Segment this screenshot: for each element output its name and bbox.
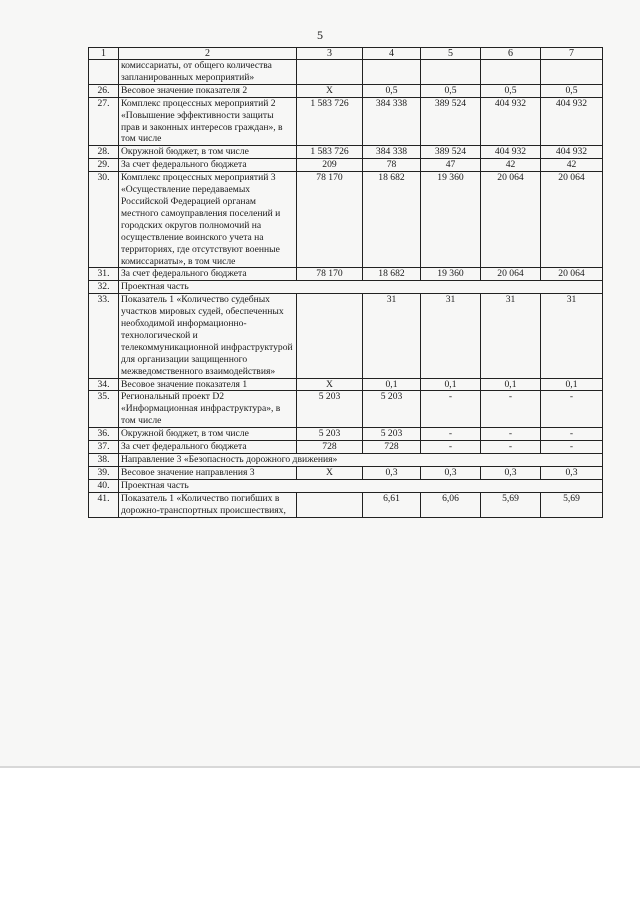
- value-cell: [297, 294, 363, 378]
- value-cell: 0,1: [481, 378, 541, 391]
- value-cell: 0,3: [363, 466, 421, 479]
- value-cell: 0,1: [541, 378, 603, 391]
- budget-table: [88, 47, 603, 518]
- row-number: 26.: [89, 84, 119, 97]
- table-row: [89, 294, 603, 378]
- value-cell: 20 064: [541, 172, 603, 268]
- page-number: 5: [317, 28, 323, 42]
- value-cell: [297, 492, 363, 517]
- row-number: 41.: [89, 492, 119, 517]
- header-cell: 7: [541, 48, 603, 60]
- header-cell: 3: [297, 48, 363, 60]
- table-row: [89, 268, 603, 281]
- row-number: 32.: [89, 281, 119, 294]
- row-number: 29.: [89, 159, 119, 172]
- value-cell: 728: [297, 441, 363, 454]
- table-row: [89, 391, 603, 428]
- table-row: [89, 84, 603, 97]
- value-cell: 19 360: [421, 268, 481, 281]
- row-description: За счет федерального бюджета: [119, 159, 297, 172]
- value-cell: 78: [363, 159, 421, 172]
- value-cell: [541, 60, 603, 85]
- row-description: Проектная часть: [119, 479, 603, 492]
- table-row: [89, 97, 603, 146]
- table-row: [89, 172, 603, 268]
- header-cell: 5: [421, 48, 481, 60]
- value-cell: 0,1: [421, 378, 481, 391]
- value-cell: 18 682: [363, 268, 421, 281]
- value-cell: 18 682: [363, 172, 421, 268]
- value-cell: 42: [481, 159, 541, 172]
- value-cell: 78 170: [297, 268, 363, 281]
- value-cell: Х: [297, 466, 363, 479]
- value-cell: Х: [297, 84, 363, 97]
- value-cell: 0,5: [481, 84, 541, 97]
- value-cell: 0,3: [541, 466, 603, 479]
- row-description: Комплекс процессных мероприятий 3 «Осуществление передаваемых Российской Федерацией органам местного самоуправления поселений и городских округов полномочий на осуществление воинского учета на территориях, где отсутствуют военные комиссариаты», в том числе: [119, 172, 297, 268]
- value-cell: 47: [421, 159, 481, 172]
- value-cell: 5 203: [297, 391, 363, 428]
- row-description: Весовое значение показателя 1: [119, 378, 297, 391]
- value-cell: 20 064: [481, 268, 541, 281]
- value-cell: 20 064: [541, 268, 603, 281]
- row-description: Окружной бюджет, в том числе: [119, 428, 297, 441]
- value-cell: 1 583 726: [297, 146, 363, 159]
- value-cell: Х: [297, 378, 363, 391]
- row-number: 33.: [89, 294, 119, 378]
- table-row: [89, 466, 603, 479]
- value-cell: 0,5: [363, 84, 421, 97]
- value-cell: 0,1: [363, 378, 421, 391]
- value-cell: 5 203: [297, 428, 363, 441]
- header-cell: 2: [119, 48, 297, 60]
- value-cell: 6,61: [363, 492, 421, 517]
- row-number: 36.: [89, 428, 119, 441]
- row-number: 39.: [89, 466, 119, 479]
- value-cell: [363, 60, 421, 85]
- row-description: Комплекс процессных мероприятий 2 «Повышение эффективности защиты прав и законных интересов граждан», в том числе: [119, 97, 297, 146]
- table-row: [89, 479, 603, 492]
- value-cell: 0,3: [481, 466, 541, 479]
- table-row: [89, 454, 603, 467]
- row-number: 28.: [89, 146, 119, 159]
- value-cell: 6,06: [421, 492, 481, 517]
- row-number: 30.: [89, 172, 119, 268]
- row-number: 38.: [89, 454, 119, 467]
- value-cell: 31: [481, 294, 541, 378]
- value-cell: 5,69: [481, 492, 541, 517]
- table-row: [89, 281, 603, 294]
- row-description: Показатель 1 «Количество погибших в дорожно-транспортных происшествиях,: [119, 492, 297, 517]
- value-cell: -: [481, 428, 541, 441]
- row-description: Показатель 1 «Количество судебных участков мировых судей, обеспеченных необходимой информационно-технологической и телекоммуникационной инфраструктурой для организации защищенного межведомственного взаимодействия»: [119, 294, 297, 378]
- value-cell: -: [481, 441, 541, 454]
- value-cell: 31: [421, 294, 481, 378]
- row-number: 27.: [89, 97, 119, 146]
- value-cell: 31: [363, 294, 421, 378]
- row-description: Региональный проект D2 «Информационная инфраструктура», в том числе: [119, 391, 297, 428]
- value-cell: 404 932: [541, 146, 603, 159]
- table-row: [89, 159, 603, 172]
- value-cell: 384 338: [363, 97, 421, 146]
- row-description: Направление 3 «Безопасность дорожного движения»: [119, 454, 603, 467]
- value-cell: -: [421, 391, 481, 428]
- value-cell: 78 170: [297, 172, 363, 268]
- row-number: 37.: [89, 441, 119, 454]
- row-description: Весовое значение показателя 2: [119, 84, 297, 97]
- value-cell: -: [421, 441, 481, 454]
- value-cell: -: [541, 391, 603, 428]
- value-cell: [481, 60, 541, 85]
- row-description: Окружной бюджет, в том числе: [119, 146, 297, 159]
- row-number: 34.: [89, 378, 119, 391]
- row-number: 40.: [89, 479, 119, 492]
- value-cell: 404 932: [541, 97, 603, 146]
- header-cell: 1: [89, 48, 119, 60]
- value-cell: 404 932: [481, 146, 541, 159]
- value-cell: 5 203: [363, 428, 421, 441]
- value-cell: 0,5: [421, 84, 481, 97]
- row-number: 31.: [89, 268, 119, 281]
- table-header-row: [89, 48, 603, 60]
- table-row: [89, 60, 603, 85]
- table-row: [89, 146, 603, 159]
- value-cell: 5 203: [363, 391, 421, 428]
- header-cell: 6: [481, 48, 541, 60]
- value-cell: 209: [297, 159, 363, 172]
- table-row: [89, 428, 603, 441]
- value-cell: -: [421, 428, 481, 441]
- value-cell: [297, 60, 363, 85]
- value-cell: 0,3: [421, 466, 481, 479]
- value-cell: 20 064: [481, 172, 541, 268]
- row-description: Проектная часть: [119, 281, 603, 294]
- value-cell: 5,69: [541, 492, 603, 517]
- value-cell: 404 932: [481, 97, 541, 146]
- value-cell: 0,5: [541, 84, 603, 97]
- value-cell: 389 524: [421, 97, 481, 146]
- value-cell: 42: [541, 159, 603, 172]
- value-cell: 31: [541, 294, 603, 378]
- value-cell: 384 338: [363, 146, 421, 159]
- value-cell: 389 524: [421, 146, 481, 159]
- value-cell: 1 583 726: [297, 97, 363, 146]
- scan-edge: [0, 766, 640, 768]
- value-cell: 19 360: [421, 172, 481, 268]
- value-cell: [421, 60, 481, 85]
- table-row: [89, 492, 603, 517]
- row-description: комиссариаты, от общего количества запланированных мероприятий»: [119, 60, 297, 85]
- value-cell: -: [541, 441, 603, 454]
- table-row: [89, 441, 603, 454]
- value-cell: 728: [363, 441, 421, 454]
- row-description: За счет федерального бюджета: [119, 441, 297, 454]
- row-description: За счет федерального бюджета: [119, 268, 297, 281]
- row-description: Весовое значение направления 3: [119, 466, 297, 479]
- header-cell: 4: [363, 48, 421, 60]
- value-cell: -: [481, 391, 541, 428]
- row-number: [89, 60, 119, 85]
- value-cell: -: [541, 428, 603, 441]
- row-number: 35.: [89, 391, 119, 428]
- table-row: [89, 378, 603, 391]
